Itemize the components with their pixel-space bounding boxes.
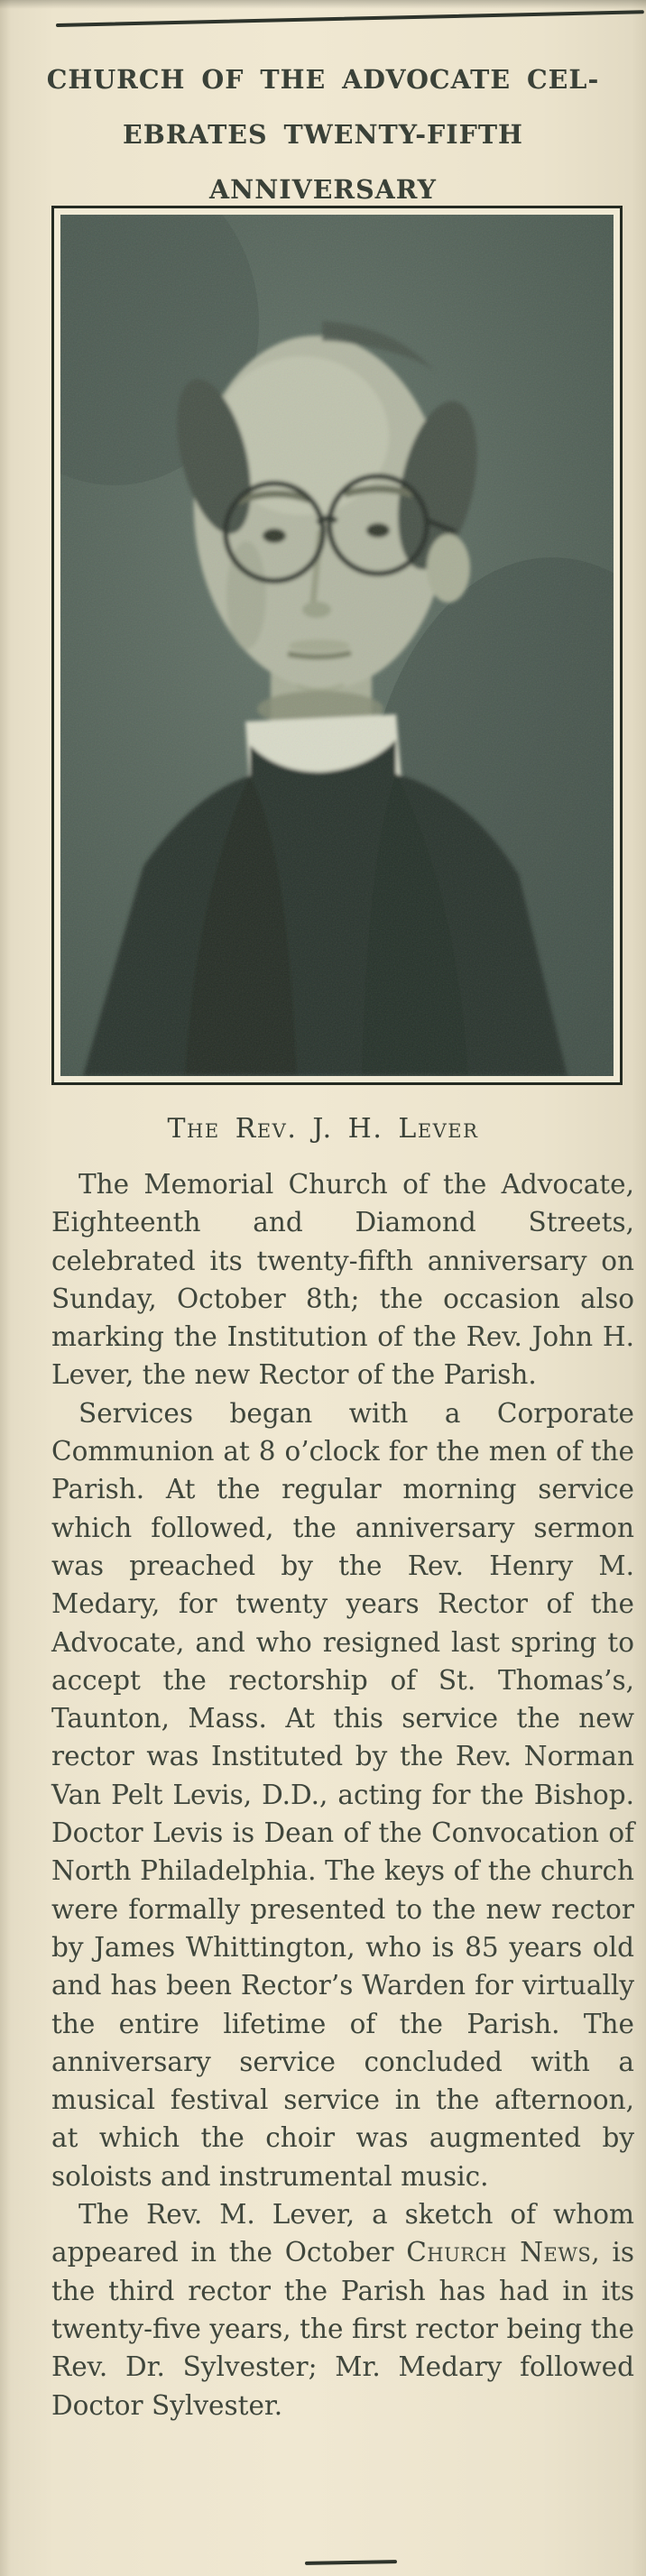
section-end-rule [305, 2560, 397, 2565]
paragraph-3 [51, 2195, 634, 2424]
photo-caption: The Rev. J. H. Lever [167, 1113, 479, 1145]
paragraph-1: The Memorial Church of the Advocate, Eighteenth and Diamond Streets, celebrated its twenty-fifth anniversary on Sunday, October 8th; the occasion also marking the Institution of the Rev. John H. Lever, the new Rector of the Parish. [51, 1169, 634, 1391]
headline-line-2: EBRATES TWENTY-FIFTH [123, 119, 523, 150]
portrait-photo-frame [51, 206, 623, 1085]
headline-line-3: ANNIVERSARY [209, 174, 437, 205]
headline-line-1: CHURCH OF THE ADVOCATE CEL- [46, 64, 600, 95]
top-divider-rule [56, 10, 644, 27]
article-body [51, 1165, 634, 2424]
paragraph-3-text: The Rev. M. Lever, a sketch of whom appeared in the October [51, 2199, 634, 2268]
portrait-photo [60, 215, 614, 1076]
paragraph-2: Services began with a Corporate Communion at 8 o’clock for the men of the Parish. At the regular morning service which followed, the anniversary sermon was preached by the Rev. Henry M. Medary, for twenty years Rector of the Advocate, and who resigned last spring to accept the rectorship of St. Thomas’s, Taunton, Mass. At this service the new rector was Instituted by the Rev. Norman Van Pelt Levis, D.D., acting for the Bishop. Doctor Levis is Dean of the Convocation of North Philadelphia. The keys of the church were formally presented to the new rector by James Whittington, who is 85 years old and has been Rector’s Warden for virtually the entire lifetime of the Parish. The anniversary service concluded with a musical festival service in the afternoon, at which the choir was augmented by soloists and instrumental music. [51, 1397, 634, 2192]
portrait-illustration [60, 215, 614, 1076]
church-news-smallcaps: Church News [406, 2237, 592, 2268]
article-headline [0, 52, 646, 217]
paragraph-3-text-end: , is the third rector the Parish has had in its twenty-five years, the first rector being the Rev. Dr. Sylvester; Mr. Medary followed Doctor Sylvester. [51, 2237, 634, 2421]
